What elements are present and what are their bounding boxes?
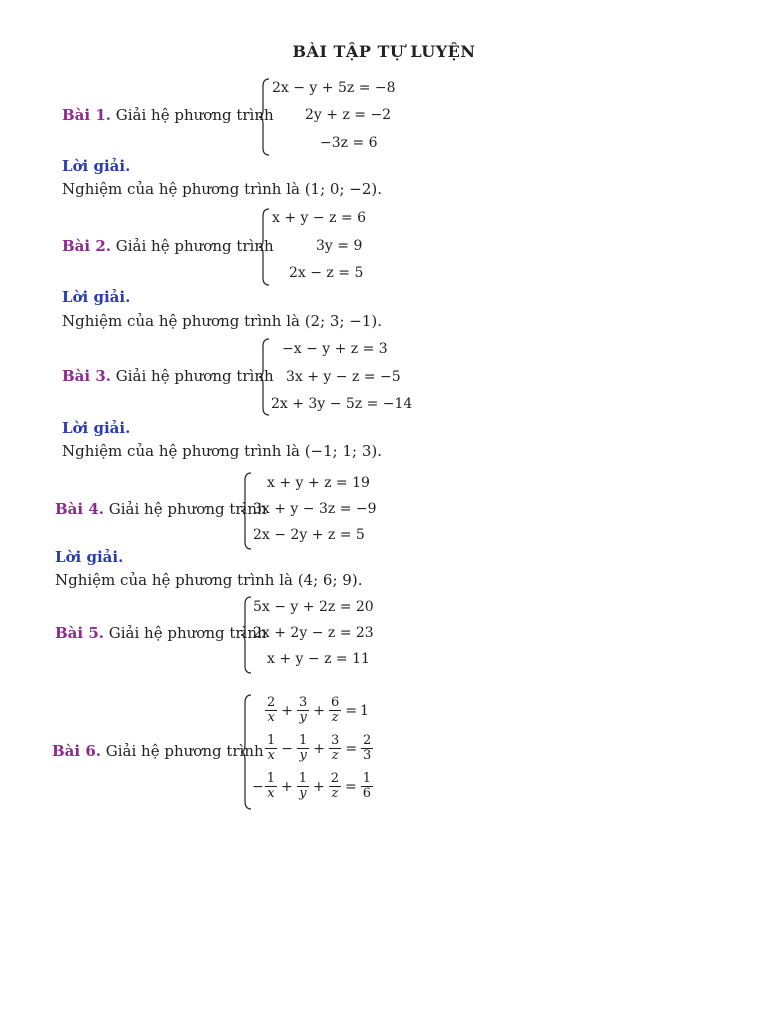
problem-number: Bài 2. (62, 237, 111, 255)
solution-heading: Lời giải. (62, 288, 131, 306)
brace-icon (258, 338, 270, 416)
equation-row: − $\frac{1}{x}$ + $\frac{1}{y}$ + $\frac{2}{z}$ = $\frac{1}{6}$ (252, 771, 372, 801)
operator: + (281, 778, 293, 795)
operator: − (281, 740, 294, 757)
operator: + (313, 702, 326, 719)
equation-system-4 (240, 472, 390, 550)
problem-5-label (55, 624, 267, 642)
problem-text: Giải hệ phương trình (105, 742, 264, 760)
problem-text: Giải hệ phương trình (115, 106, 274, 124)
equation: 2x − y + 5z = −8 (272, 80, 396, 96)
equation-row: $\frac{1}{x}$ − $\frac{1}{y}$ + $\frac{3}{z}$ = $\frac{2}{3}$ (267, 733, 372, 763)
fraction: $\frac{2}{x}$ (267, 695, 276, 725)
problem-2-label (62, 237, 274, 255)
problem-text: Giải hệ phương trình (115, 367, 274, 385)
fraction: $\frac{2}{z}$ (330, 771, 340, 801)
fraction: $\frac{3}{y}$ (299, 695, 308, 725)
problem-text: Giải hệ phương trình (115, 237, 274, 255)
rhs: 1 (360, 702, 369, 719)
problem-6-label (52, 742, 264, 760)
solution-text: Nghiệm của hệ phương trình là (2; 3; −1). (62, 312, 383, 330)
equation: x + y + z = 19 (267, 475, 370, 491)
equation: 5x − y + 2z = 20 (253, 599, 374, 615)
equation-system-3 (258, 338, 418, 416)
fraction: $\frac{1}{y}$ (298, 771, 308, 801)
solution-text: Nghiệm của hệ phương trình là (4; 6; 9). (55, 571, 363, 589)
problem-number: Bài 5. (55, 624, 104, 642)
equation-system-1 (258, 78, 418, 156)
fraction: $\frac{1}{y}$ (299, 733, 308, 763)
brace-icon (258, 208, 270, 286)
brace-icon (240, 472, 252, 550)
equation: 2x + 2y − z = 23 (253, 625, 374, 641)
equation: −x − y + z = 3 (282, 341, 388, 357)
equation: x + y − z = 6 (272, 210, 366, 226)
problem-1-label (62, 106, 274, 124)
equation-row: $\frac{2}{x}$ + $\frac{3}{y}$ + $\frac{6}{z}$ = 1 (267, 695, 369, 725)
equation: −3z = 6 (320, 135, 378, 151)
problem-number: Bài 6. (52, 742, 101, 760)
solution-text: Nghiệm của hệ phương trình là (1; 0; −2). (62, 180, 383, 198)
equation: 2x − z = 5 (289, 265, 364, 281)
equation: 3y = 9 (316, 238, 363, 254)
operator: + (281, 702, 294, 719)
sign: − (252, 778, 264, 795)
equation-system-2 (258, 208, 398, 286)
brace-icon (240, 694, 252, 810)
problem-4-label (55, 500, 267, 518)
operator: + (313, 778, 325, 795)
problem-text: Giải hệ phương trình (108, 500, 267, 518)
equation: x + y − z = 11 (267, 651, 370, 667)
problem-text: Giải hệ phương trình (108, 624, 267, 642)
equation: 2x − 2y + z = 5 (253, 527, 365, 543)
solution-heading: Lời giải. (55, 548, 124, 566)
fraction: $\frac{6}{z}$ (331, 695, 340, 725)
equation: 2y + z = −2 (305, 107, 392, 123)
equation: 3x + y − z = −5 (286, 369, 401, 385)
problem-3-label (62, 367, 274, 385)
equation: 3x + y − 3z = −9 (253, 501, 377, 517)
problem-number: Bài 4. (55, 500, 104, 518)
equation-system-5 (240, 596, 390, 674)
equation-system-6 (240, 694, 400, 810)
fraction: $\frac{1}{x}$ (267, 733, 276, 763)
fraction: $\frac{1}{6}$ (362, 771, 372, 801)
problem-number: Bài 3. (62, 367, 111, 385)
equation: 2x + 3y − 5z = −14 (271, 396, 413, 412)
brace-icon (258, 78, 270, 156)
fraction: $\frac{3}{z}$ (331, 733, 340, 763)
brace-icon (240, 596, 252, 674)
solution-text: Nghiệm của hệ phương trình là (−1; 1; 3). (62, 442, 383, 460)
fraction: $\frac{2}{3}$ (363, 733, 372, 763)
problem-number: Bài 1. (62, 106, 111, 124)
solution-heading: Lời giải. (62, 419, 131, 437)
page-title: BÀI TẬP TỰ LUYỆN (292, 42, 476, 61)
solution-heading: Lời giải. (62, 157, 131, 175)
operator: + (313, 740, 326, 757)
fraction: $\frac{1}{x}$ (266, 771, 276, 801)
